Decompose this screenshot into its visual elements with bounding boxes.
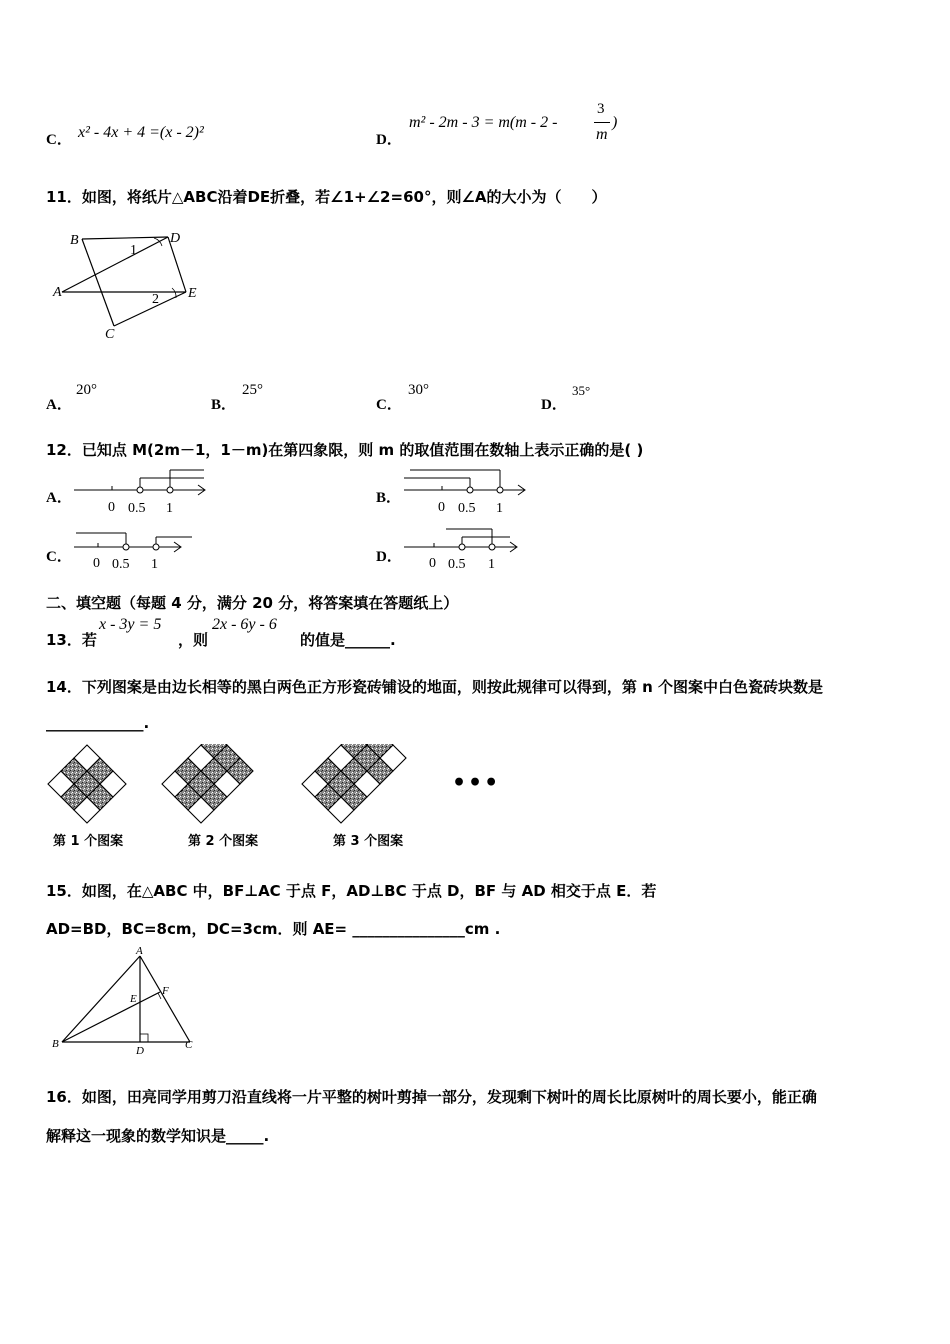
q11-label-a: A	[53, 285, 62, 300]
q12-c-tick-0: 0	[93, 556, 100, 571]
q10-option-d-fraction-bar	[594, 122, 610, 123]
q11-option-b-label: B．	[211, 397, 237, 413]
q12-b-tick-0: 0	[438, 500, 445, 515]
q12-a-tick-05: 0.5	[128, 501, 146, 516]
q12-c-tick-05: 0.5	[112, 557, 130, 572]
q11-label-c: C	[105, 327, 115, 342]
q10-option-c-label: C．	[46, 132, 72, 148]
q11-option-d-value: 35°	[572, 383, 591, 398]
q15-question-line1: 15．如图，在△ABC 中，BF⊥AC 于点 F，AD⊥BC 于点 D，BF 与 AD 相交于点 E．若	[46, 882, 657, 900]
q12-option-b-label: B．	[376, 490, 402, 506]
q14-ellipsis: •••	[452, 770, 501, 796]
q12-option-a-label: A．	[46, 490, 72, 506]
q11-option-b-value: 25°	[242, 382, 263, 398]
q11-label-b: B	[70, 233, 79, 248]
q14-tile-patterns	[44, 744, 504, 828]
q15-label-e: E	[130, 993, 137, 1005]
q11-option-d-label: D．	[541, 397, 567, 413]
q11-option-c-value: 30°	[408, 382, 429, 398]
q13-suffix: 的值是______.	[300, 631, 396, 649]
q16-question-line1: 16．如图，田亮同学用剪刀沿直线将一片平整的树叶剪掉一部分，发现剩下树叶的周长比原树叶的周长要小，能正确	[46, 1088, 817, 1106]
q15-label-b: B	[52, 1038, 59, 1050]
q14-answer-blank: _____________.	[46, 714, 150, 732]
q10-option-d-expression-close: )	[612, 114, 618, 131]
q11-label-angle-2: 2	[152, 292, 159, 307]
q12-option-b-numberline	[402, 468, 532, 518]
q12-question-text: 12．已知点 M(2m－1，1－m)在第四象限，则 m 的取值范围在数轴上表示正确的是( )	[46, 441, 644, 459]
q14-caption-3: 第 3 个图案	[333, 834, 404, 849]
q15-label-d: D	[136, 1045, 144, 1057]
q13-prefix: 13．若	[46, 631, 97, 649]
q10-option-d-fraction-numerator: 3	[597, 101, 605, 117]
q11-label-angle-1: 1	[130, 243, 137, 258]
q12-c-tick-1: 1	[151, 557, 158, 572]
q13-expression: 2x - 6y - 6	[212, 616, 277, 633]
q12-option-c-label: C．	[46, 549, 72, 565]
q12-a-tick-1: 1	[166, 501, 173, 516]
q11-label-d: D	[170, 231, 181, 246]
q14-caption-1: 第 1 个图案	[53, 834, 124, 849]
q12-option-d-label: D．	[376, 549, 402, 565]
q11-fold-figure	[50, 226, 210, 346]
q11-option-a-value: 20°	[76, 382, 97, 398]
q15-label-a: A	[136, 945, 143, 957]
q15-triangle-figure	[48, 944, 198, 1058]
q12-d-tick-1: 1	[488, 557, 495, 572]
q15-label-c: C	[185, 1039, 193, 1051]
q12-d-tick-0: 0	[429, 556, 436, 571]
q10-option-d-label: D．	[376, 132, 402, 148]
q12-b-tick-1: 1	[496, 501, 503, 516]
q12-option-c-numberline	[72, 525, 202, 575]
q15-question-line2: AD=BD，BC=8cm，DC=3cm．则 AE= _______________cm .	[46, 920, 501, 938]
q10-option-d-fraction-denominator: m	[596, 126, 608, 143]
q11-option-c-label: C．	[376, 397, 402, 413]
q16-question-line2: 解释这一现象的数学知识是_____.	[46, 1127, 270, 1145]
q13-mid: ，则	[178, 631, 209, 649]
q14-question-text: 14．下列图案是由边长相等的黑白两色正方形瓷砖铺设的地面，则按此规律可以得到，第 n 个图案中白色瓷砖块数是	[46, 678, 824, 696]
q11-label-e: E	[188, 286, 197, 301]
section-2-title: 二、填空题（每题 4 分，满分 20 分，将答案填在答题纸上）	[46, 594, 459, 612]
q15-label-f: F	[162, 985, 169, 997]
q12-b-tick-05: 0.5	[458, 501, 476, 516]
q12-option-d-numberline	[402, 525, 532, 575]
q11-question-text: 11．如图，将纸片△ABC沿着DE折叠，若∠1+∠2=60°，则∠A的大小为（ ）	[46, 188, 607, 206]
q12-a-tick-0: 0	[108, 500, 115, 515]
q12-d-tick-05: 0.5	[448, 557, 466, 572]
q12-option-a-numberline	[72, 468, 212, 518]
q10-option-d-expression: m² - 2m - 3 = m(m - 2 -	[409, 114, 558, 131]
q13-condition: x - 3y = 5	[99, 616, 162, 633]
q14-caption-2: 第 2 个图案	[188, 834, 259, 849]
q10-option-c-expression: x² - 4x + 4 =(x - 2)²	[78, 124, 204, 141]
q11-option-a-label: A．	[46, 397, 72, 413]
